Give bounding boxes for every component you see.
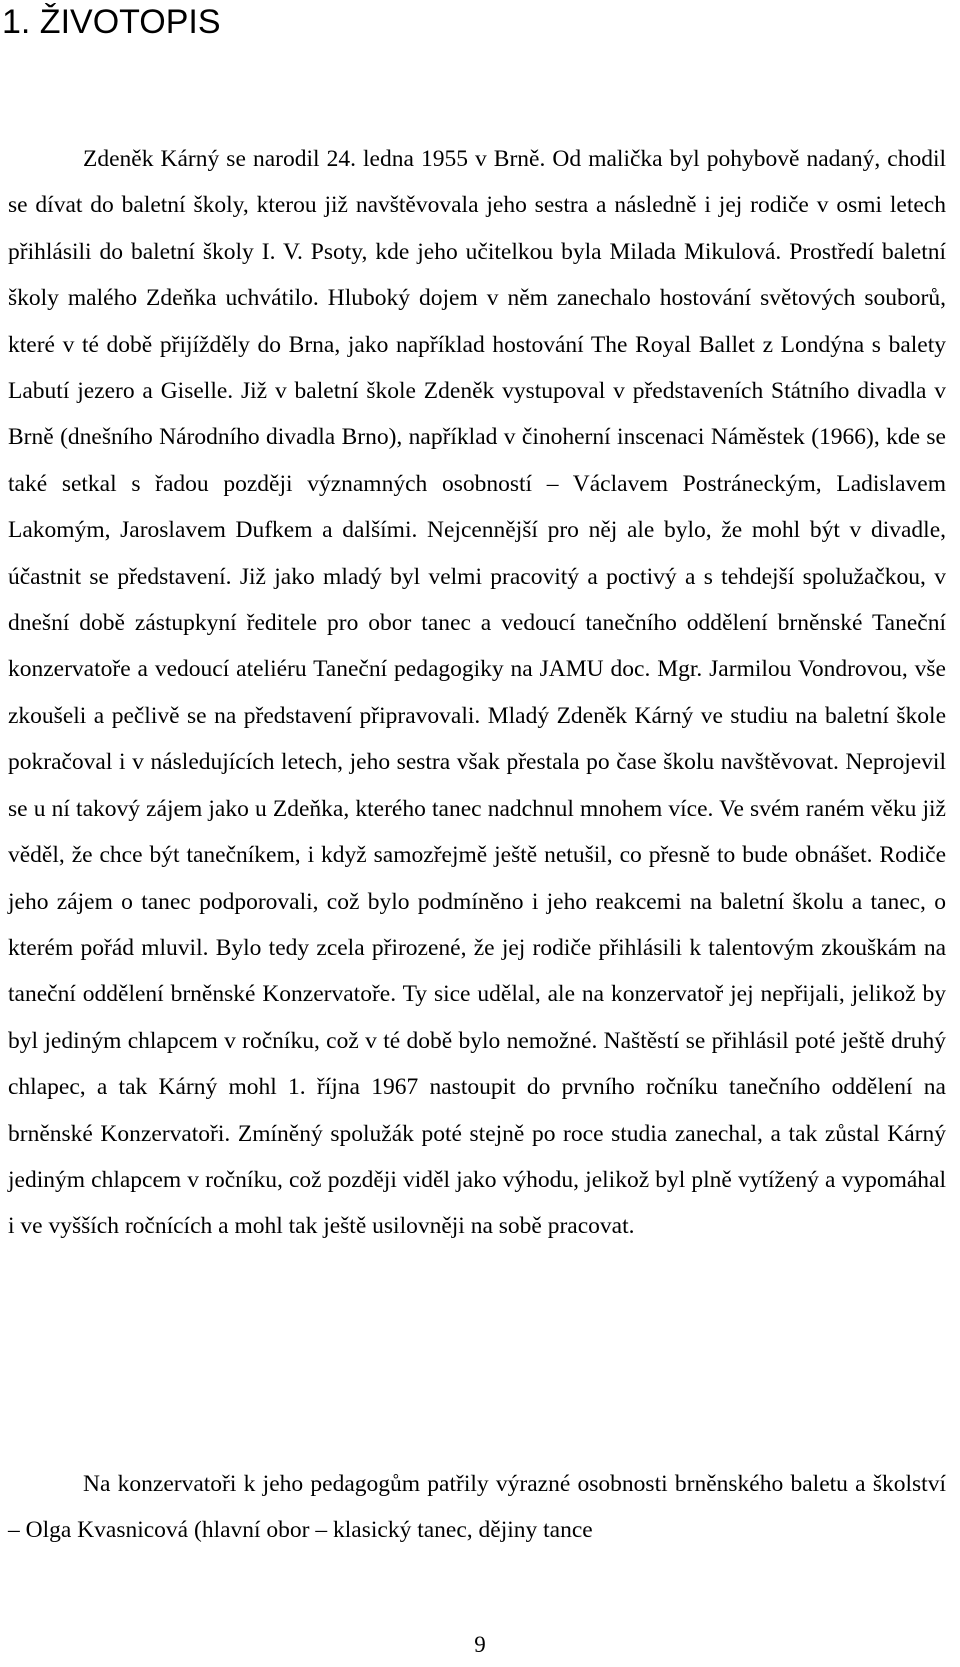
chapter-heading: 1. ŽIVOTOPIS — [2, 3, 221, 41]
body-paragraph-2: Na konzervatoři k jeho pedagogům patřily výrazné osobnosti brněnského baletu a školství – Olga Kvasnicová (hlavní obor – klasický tanec, dějiny tance — [8, 1471, 946, 1544]
page-number: 9 — [474, 1632, 486, 1657]
body-paragraph-1: Zdeněk Kárný se narodil 24. ledna 1955 v Brně. Od malička byl pohybově nadaný, chodil se dívat do baletní školy, kterou již navštěvovala jeho sestra a následně i jej rodiče v osmi letech přihlásili do baletní školy I. V. Psoty, kde jeho učitelkou byla Milada Mikulová. Prostředí baletní školy malého Zdeňka uchvátilo. Hluboký dojem v něm zanechalo hostování světových souborů, které v té době přijížděly do Brna, jako například hostování The Royal Ballet z Londýna s balety Labutí jezero a Giselle. Již v baletní škole Zdeněk vystupoval v představeních Státního divadla v Brně (dnešního Národního divadla Brno), například v činoherní inscenaci Náměstek (1966), kde se také setkal s řadou později významných osobností – Václavem Postráneckým, Ladislavem Lakomým, Jaroslavem Dufkem a dalšími. Nejcennější pro něj ale bylo, že mohl být v divadle, účastnit se představení. Již jako mladý byl velmi pracovitý a poctivý a s tehdejší spolužačkou, v dnešní době zástupkyní ředitele pro obor tanec a vedoucí tanečního oddělení brněnské Taneční konzervatoře a vedoucí ateliéru Taneční pedagogiky na JAMU doc. Mgr. Jarmilou Vondrovou, vše zkoušeli a pečlivě se na představení připravovali. Mladý Zdeněk Kárný ve studiu na baletní škole pokračoval i v následujících letech, jeho sestra však přestala po čase školu navštěvovat. Neprojevil se u ní takový zájem jako u Zdeňka, kterého tanec nadchnul mnohem více. Ve svém raném věku již věděl, že chce být tanečníkem, i když samozřejmě ještě netušil, co přesně to bude obnášet. Rodiče jeho zájem o tanec podporovali, což bylo podmíněno i jeho reakcemi na baletní školu a tanec, o kterém pořád mluvil. Bylo tedy zcela přirozené, že jej rodiče přihlásili k talentovým zkouškám na taneční oddělení brněnské Konzervatoře. Ty sice udělal, ale na konzervatoř jej nepřijali, jelikož by byl jediným chlapcem v ročníku, což v té době bylo nemožné. Naštěstí se přihlásil poté ještě druhý chlapec, a tak Kárný mohl 1. října 1967 nastoupit do prvního ročníku tanečního oddělení na brněnské Konzervatoři. Zmíněný spolužák poté stejně po roce studia zanechal, a tak zůstal Kárný jediným chlapcem v ročníku, což později viděl jako výhodu, jelikož byl plně vytížený a vypomáhal i ve vyšších ročnících a mohl tak ještě usilovněji na sobě pracovat. — [8, 146, 946, 1240]
